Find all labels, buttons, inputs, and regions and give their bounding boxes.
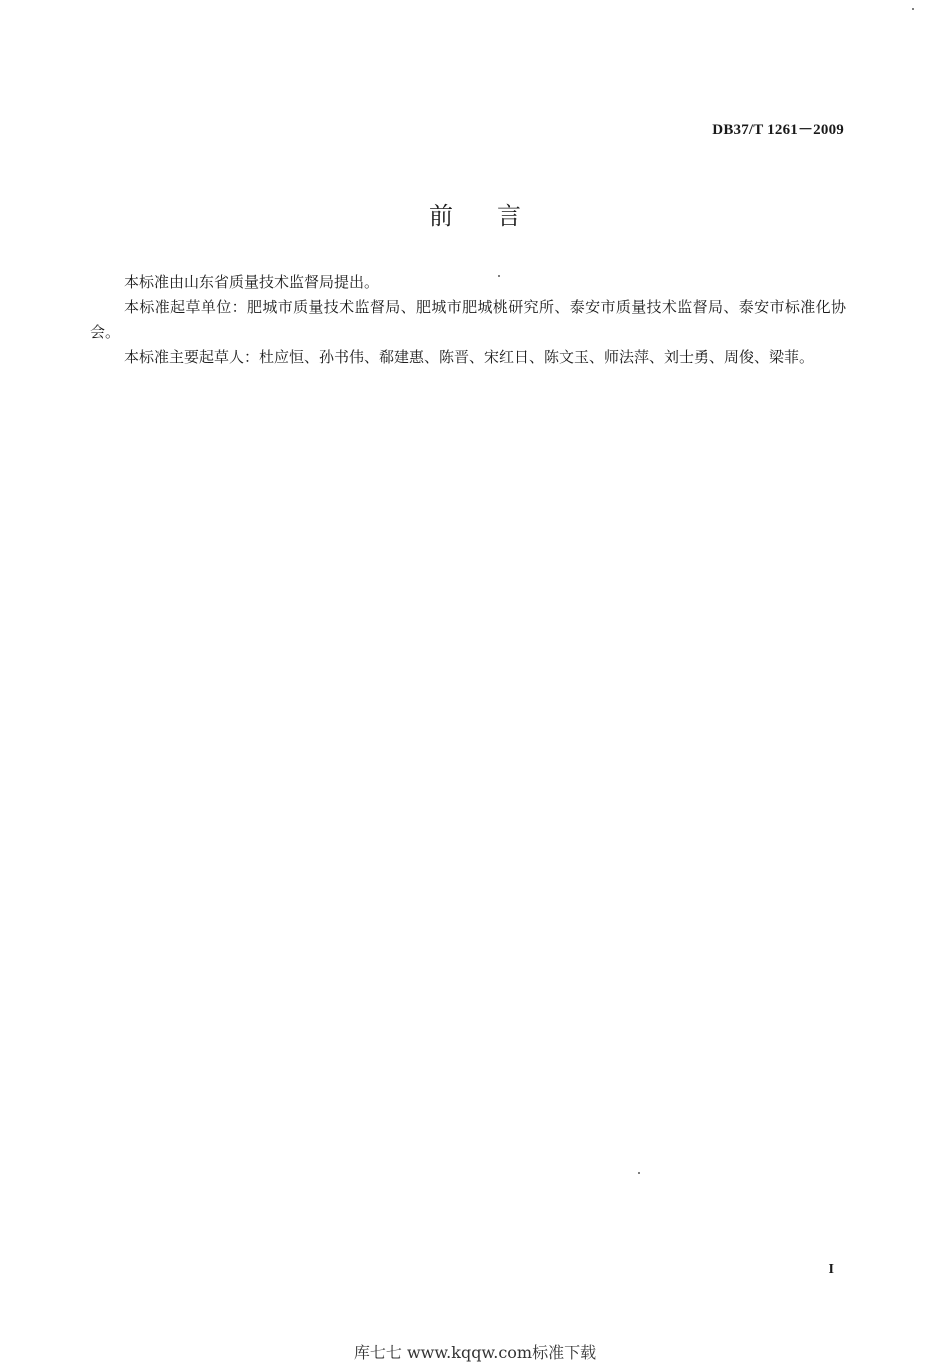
scan-speck [912,8,914,10]
paragraph-drafters: 本标准主要起草人：杜应恒、孙书伟、郗建惠、陈晋、宋红日、陈文玉、师法萍、刘士勇、周俊、梁菲。 [124,348,815,366]
page-number: I [828,1262,834,1277]
page-title: 前言 [429,202,565,230]
scan-speck [638,1172,640,1174]
paragraph-proposer: 本标准由山东省质量技术监督局提出。 [124,273,380,291]
scan-speck [498,275,500,277]
foreword-body [90,270,846,370]
footer-watermark: 库七七 www.kqqw.com标准下载 [353,1343,597,1362]
paragraph-drafting-units: 本标准起草单位：肥城市质量技术监督局、肥城市肥城桃研究所、泰安市质量技术监督局、泰安市标准化协会。 [90,298,846,341]
standard-code: DB37/T 1261－2009 [712,122,844,138]
